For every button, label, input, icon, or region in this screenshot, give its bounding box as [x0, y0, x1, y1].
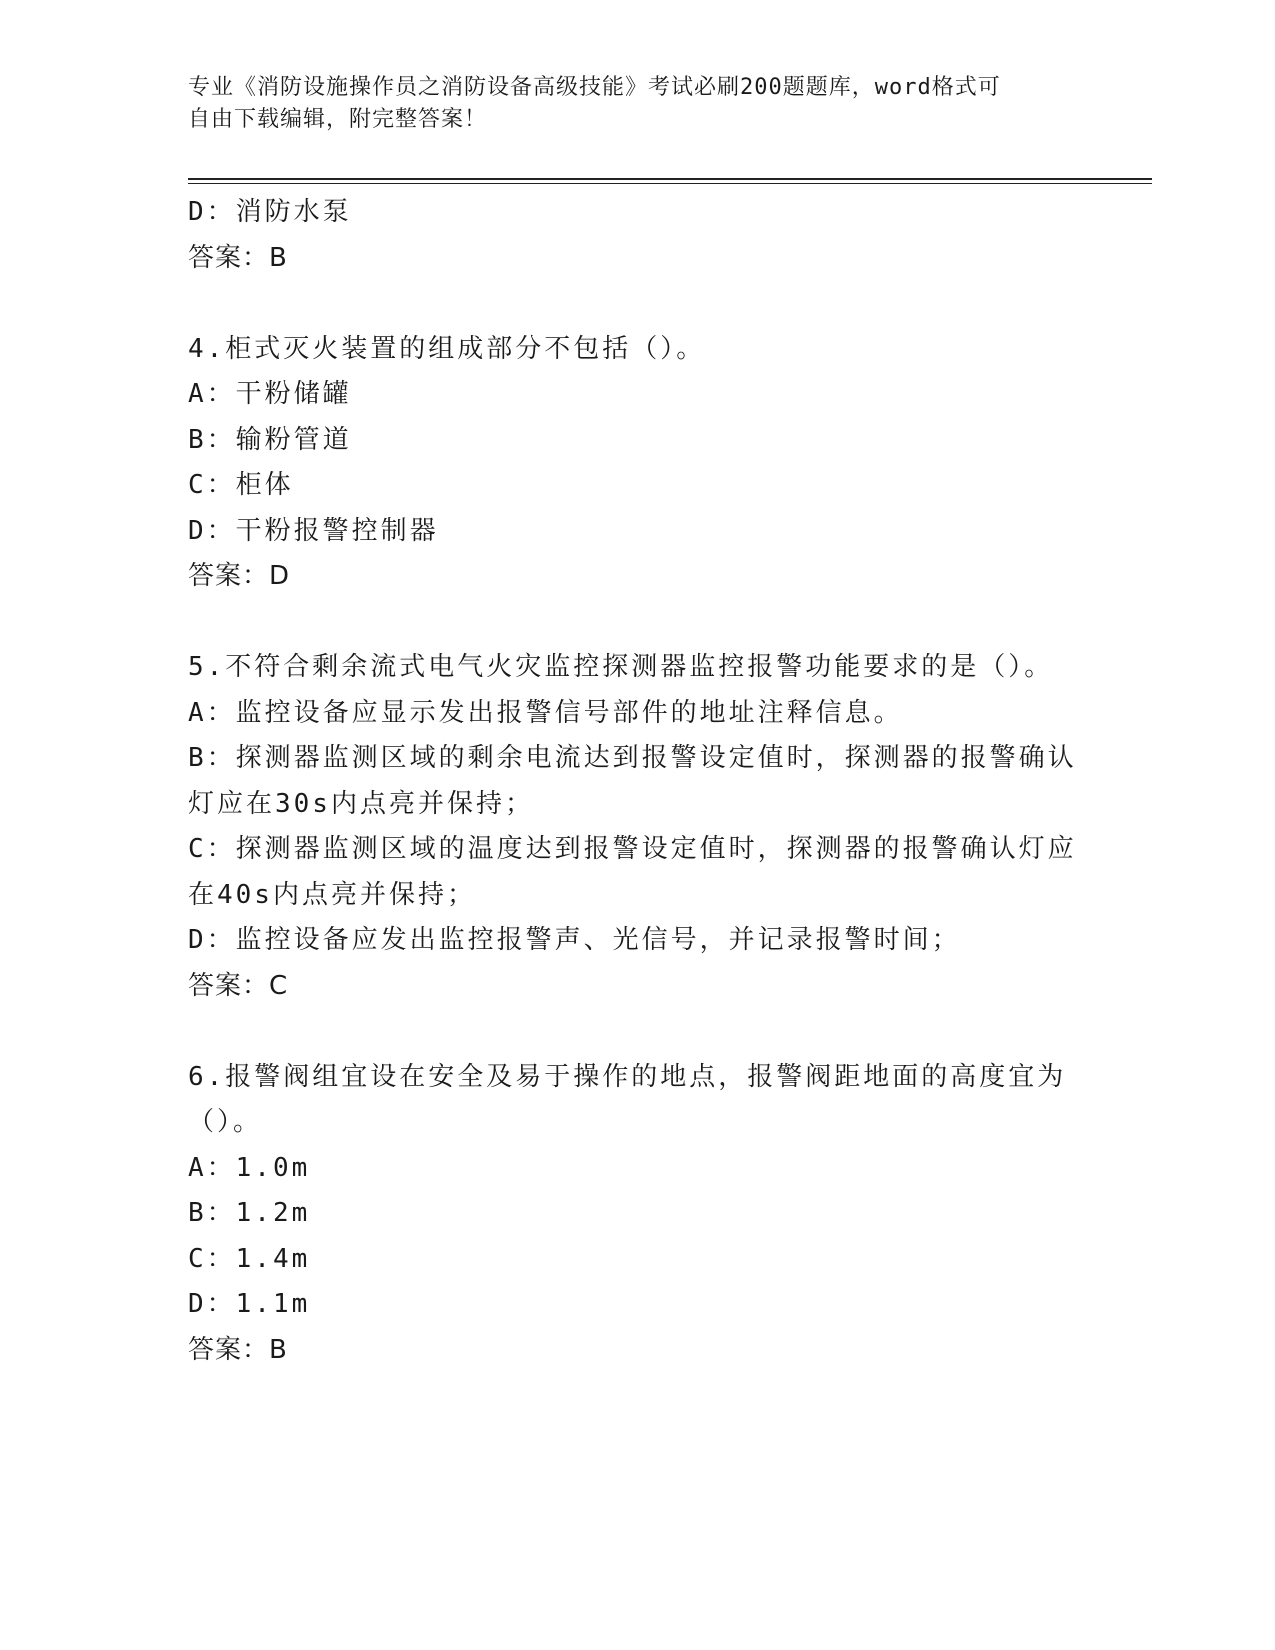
header-title-line-2: 自由下载编辑，附完整答案！	[188, 107, 488, 132]
question-5	[188, 645, 1088, 1009]
spacer	[188, 281, 1088, 327]
q5-option-c-line-1: C：探测器监测区域的温度达到报警设定值时，探测器的报警确认灯应	[188, 834, 1077, 864]
q6-option-a: A：1.0m	[188, 1152, 311, 1183]
q5-option-d: D：监控设备应发出监控报警声、光信号，并记录报警时间；	[188, 925, 961, 955]
q6-option-c: C：1.4m	[188, 1243, 311, 1274]
q6-option-d: D：1.1m	[188, 1289, 311, 1319]
q6-answer: 答案：B	[188, 1334, 288, 1365]
question-list	[188, 190, 1088, 1373]
q4-answer: 答案：D	[188, 561, 291, 591]
page-header	[188, 72, 1068, 136]
q5-option-c-line-2: 在40s内点亮并保持；	[188, 879, 476, 910]
q5-option-b-line-1: B：探测器监测区域的剩余电流达到报警设定值时，探测器的报警确认	[188, 743, 1077, 773]
q6-option-b: B：1.2m	[188, 1198, 311, 1228]
spacer	[188, 1009, 1088, 1055]
question-4	[188, 327, 1088, 600]
q3-option-d: D：消防水泵	[188, 197, 352, 227]
q3-answer: 答案：B	[188, 242, 288, 273]
q4-option-d: D：干粉报警控制器	[188, 515, 439, 546]
q6-stem-line-1: 6.报警阀组宜设在安全及易于操作的地点，报警阀距地面的高度宜为	[188, 1061, 1067, 1092]
q6-stem-line-2: （）。	[188, 1107, 263, 1137]
header-divider-thick	[188, 178, 1152, 180]
q4-option-c: C：柜体	[188, 470, 294, 500]
q4-option-b: B：输粉管道	[188, 424, 352, 455]
q5-option-a: A：监控设备应显示发出报警信号部件的地址注释信息。	[188, 697, 903, 728]
q4-stem: 4.柜式灭火装置的组成部分不包括（）。	[188, 333, 706, 364]
header-divider-thin	[188, 183, 1152, 184]
q5-answer: 答案：C	[188, 970, 289, 1001]
question-3-tail	[188, 190, 1088, 281]
q5-option-b-line-2: 灯应在30s内点亮并保持；	[188, 788, 534, 819]
q4-option-a: A：干粉储罐	[188, 379, 352, 409]
question-6	[188, 1055, 1088, 1374]
header-title-line-1: 专业《消防设施操作员之消防设备高级技能》考试必刷200题题库，word格式可	[188, 75, 1001, 100]
spacer	[188, 600, 1088, 646]
q5-stem: 5.不符合剩余流式电气火灾监控探测器监控报警功能要求的是（）。	[188, 652, 1054, 682]
